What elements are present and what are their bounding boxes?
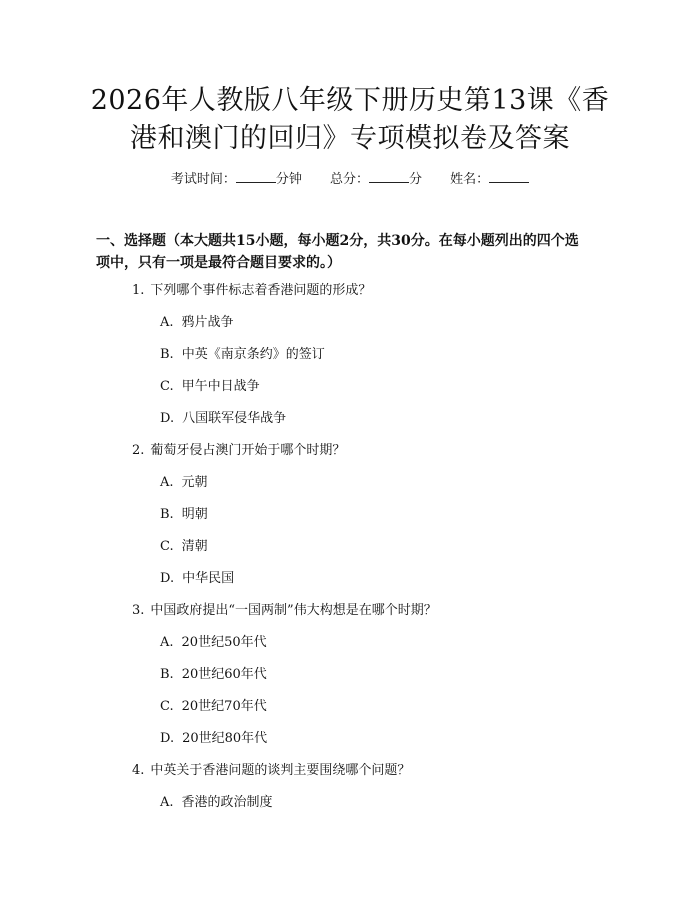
option-letter: A. <box>160 475 174 490</box>
answer-option[interactable] <box>160 794 273 812</box>
option-letter: C. <box>160 379 174 394</box>
question-number: 4. <box>132 763 145 778</box>
option-letter: C. <box>160 539 174 554</box>
answer-option[interactable] <box>160 570 234 588</box>
answer-option[interactable] <box>160 346 325 364</box>
answer-option[interactable] <box>160 730 267 748</box>
section-heading-line-1: 一、选择题（本大题共15小题，每小题2分，共30分。在每小题列出的四个选 <box>96 233 579 249</box>
answer-option[interactable] <box>160 666 267 684</box>
answer-option[interactable] <box>160 634 267 652</box>
option-text: 八国联军侵华战争 <box>182 411 287 426</box>
option-text: 中英《南京条约》的签订 <box>181 347 325 362</box>
option-text: 元朝 <box>181 475 208 490</box>
question-stem <box>132 282 371 300</box>
student-name-label: 姓名： <box>450 172 490 187</box>
exam-time-unit: 分钟 <box>275 172 302 187</box>
question-stem <box>132 762 410 780</box>
answer-option[interactable] <box>160 410 286 428</box>
answer-option[interactable] <box>160 474 208 492</box>
question-text: 下列哪个事件标志着香港问题的形成？ <box>150 283 372 298</box>
question-stem <box>132 442 345 460</box>
option-letter: B. <box>160 667 174 682</box>
total-score-label: 总分： <box>329 172 369 187</box>
exam-title-line-2: 港和澳门的回归》专项模拟卷及答案 <box>130 123 570 154</box>
option-letter: A. <box>160 635 174 650</box>
option-text: 中华民国 <box>182 571 235 586</box>
answer-option[interactable] <box>160 314 234 332</box>
option-letter: B. <box>160 347 174 362</box>
option-text: 20世纪70年代 <box>181 699 267 714</box>
answer-option[interactable] <box>160 698 267 716</box>
answer-option[interactable] <box>160 378 260 396</box>
option-letter: A. <box>160 315 174 330</box>
option-text: 明朝 <box>181 507 208 522</box>
question-text: 中国政府提出“一国两制”伟大构想是在哪个时期？ <box>150 603 437 618</box>
question-number: 2. <box>132 443 145 458</box>
option-text: 鸦片战争 <box>181 315 234 330</box>
option-text: 20世纪50年代 <box>181 635 267 650</box>
option-letter: B. <box>160 507 174 522</box>
exam-time-label: 考试时间： <box>170 172 236 187</box>
option-text: 香港的政治制度 <box>181 795 273 810</box>
option-letter: D. <box>160 571 175 586</box>
question-number: 3. <box>132 603 145 618</box>
section-heading-line-2: 项中，只有一项是最符合题目要求的。） <box>96 255 341 271</box>
answer-option[interactable] <box>160 506 208 524</box>
total-score-unit: 分 <box>409 172 423 187</box>
option-letter: D. <box>160 411 175 426</box>
question-stem <box>132 602 437 620</box>
option-text: 20世纪60年代 <box>181 667 267 682</box>
question-text: 中英关于香港问题的谈判主要围绕哪个问题？ <box>150 763 411 778</box>
option-text: 甲午中日战争 <box>181 379 260 394</box>
option-letter: A. <box>160 795 174 810</box>
option-letter: C. <box>160 699 174 714</box>
exam-title-line-1: 2026年人教版八年级下册历史第13课《香 <box>90 85 610 116</box>
option-letter: D. <box>160 731 175 746</box>
option-text: 清朝 <box>181 539 208 554</box>
question-text: 葡萄牙侵占澳门开始于哪个时期？ <box>150 443 346 458</box>
option-text: 20世纪80年代 <box>182 731 268 746</box>
question-number: 1. <box>132 283 145 298</box>
answer-option[interactable] <box>160 538 208 556</box>
